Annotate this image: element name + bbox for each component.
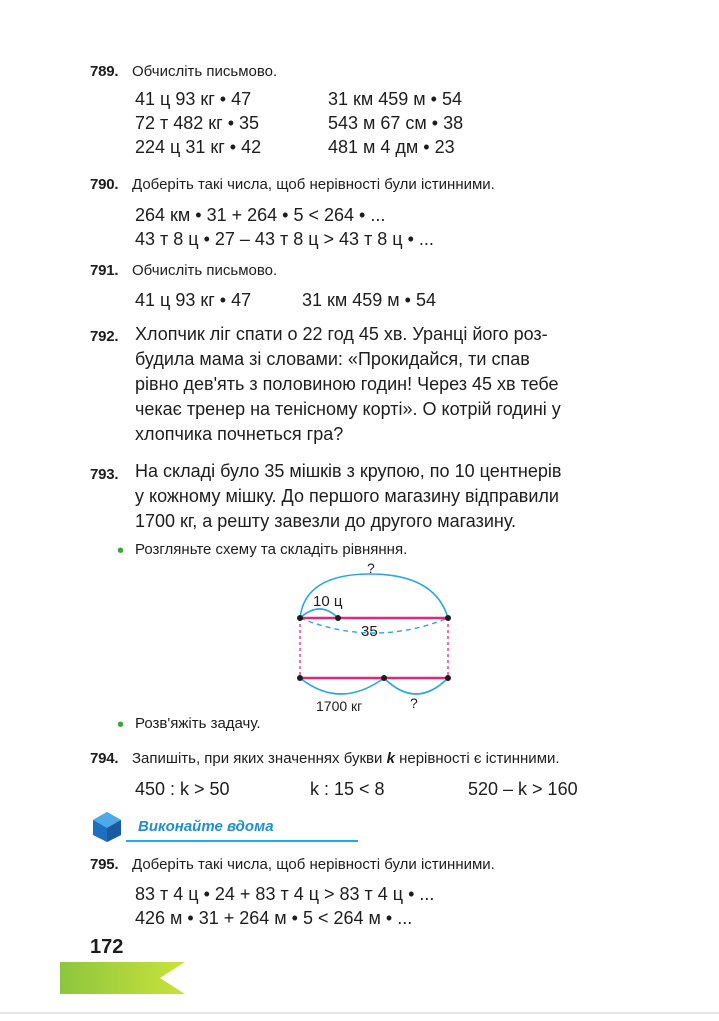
task-789-right-2: 543 м 67 см • 38 <box>328 113 464 133</box>
task-790-title: Доберіть такі числа, щоб нерівності були істинними. <box>132 176 495 193</box>
task-790-line-2: 43 т 8 ц • 27 – 43 т 8 ц > 43 т 8 ц • ... <box>135 229 434 249</box>
task-789-number: 789. <box>90 63 119 80</box>
task-791-number: 791. <box>90 262 119 279</box>
task-789-left-1: 41 ц 93 кг • 47 <box>135 89 252 109</box>
task-795-number: 795. <box>90 856 119 873</box>
point <box>297 615 303 621</box>
task-792-number: 792. <box>90 328 119 345</box>
page-number: 172 <box>90 936 124 958</box>
task-795-line-2: 426 м • 31 + 264 м • 5 < 264 м • ... <box>135 908 413 928</box>
task-793-text <box>135 459 665 534</box>
task-792-line: рівно дев'ять з половиною годин! Через 45 хв тебе <box>135 374 559 394</box>
diagram-label-10: 10 ц <box>313 593 343 610</box>
bullet-icon: • <box>117 714 125 736</box>
task-793-line: На складі було 35 мішків з крупою, по 10 центнерів <box>135 461 562 481</box>
diagram-top-question: ? <box>367 560 375 576</box>
task-792-line: чекає тренер на тенісному корті». О котрій годині у <box>135 399 561 419</box>
task-794-title-var: k <box>386 750 395 767</box>
task-790-number: 790. <box>90 176 119 193</box>
task-789-left-3: 224 ц 31 кг • 42 <box>135 137 262 157</box>
small-arc <box>300 609 338 618</box>
task-794-title-part2: нерівності є істинними. <box>394 750 560 767</box>
task-791-right: 31 км 459 м • 54 <box>302 290 437 310</box>
task-793-line: 1700 кг, а решту завезли до другого магазину. <box>135 511 517 531</box>
task-794-title <box>132 750 560 767</box>
task-793-bullet-2: Розв'яжіть задачу. <box>135 715 261 732</box>
task-795-title: Доберіть такі числа, щоб нерівності були істинними. <box>132 856 495 873</box>
diagram-label-35: 35 <box>361 623 378 640</box>
bullet-icon: • <box>117 540 125 562</box>
task-789-title: Обчисліть письмово. <box>132 63 278 80</box>
task-792-line: будила мама зі словами: «Прокидайся, ти спав <box>135 349 530 369</box>
task-789-right-1: 31 км 459 м • 54 <box>328 89 463 109</box>
task-795-line-1: 83 т 4 ц • 24 + 83 т 4 ц > 83 т 4 ц • ... <box>135 884 435 904</box>
task-789-right-3: 481 м 4 дм • 23 <box>328 137 455 157</box>
task-790-line-1: 264 км • 31 + 264 • 5 < 264 • ... <box>135 205 386 225</box>
page-number-band <box>60 962 185 994</box>
task-794-expr-2: k : 15 < 8 <box>310 779 385 799</box>
task-794-expr-1: 450 : k > 50 <box>135 779 230 799</box>
point <box>445 615 451 621</box>
scheme-diagram <box>280 560 470 720</box>
task-793-line: у кожному мішку. До першого магазину відправили <box>135 486 559 506</box>
page-bottom-rule <box>0 1012 719 1014</box>
point <box>381 675 387 681</box>
task-791-title: Обчисліть письмово. <box>132 262 278 279</box>
task-789-left-2: 72 т 482 кг • 35 <box>135 113 260 133</box>
home-task-icon <box>90 810 124 844</box>
home-underline <box>126 840 358 842</box>
diagram-bottom-question: ? <box>410 695 418 711</box>
point <box>297 675 303 681</box>
diagram-label-1700: 1700 кг <box>316 698 363 714</box>
task-793-bullet-1: Розгляньте схему та складіть рівняння. <box>135 541 408 558</box>
task-793-number: 793. <box>90 466 119 483</box>
point <box>445 675 451 681</box>
home-label: Виконайте вдома <box>138 818 274 835</box>
task-794-expr-3: 520 – k > 160 <box>468 779 578 799</box>
point <box>335 615 341 621</box>
bottom-arc-1700 <box>300 678 384 694</box>
task-794-number: 794. <box>90 750 119 767</box>
task-794-title-part1: Запишіть, при яких значеннях букви <box>132 750 387 767</box>
task-791-left: 41 ц 93 кг • 47 <box>135 290 252 310</box>
task-792-text <box>135 322 665 447</box>
task-792-line: Хлопчик ліг спати о 22 год 45 хв. Уранці його роз- <box>135 324 548 344</box>
task-792-line: хлопчика почнеться гра? <box>135 424 344 444</box>
bottom-arc-question <box>384 678 448 694</box>
